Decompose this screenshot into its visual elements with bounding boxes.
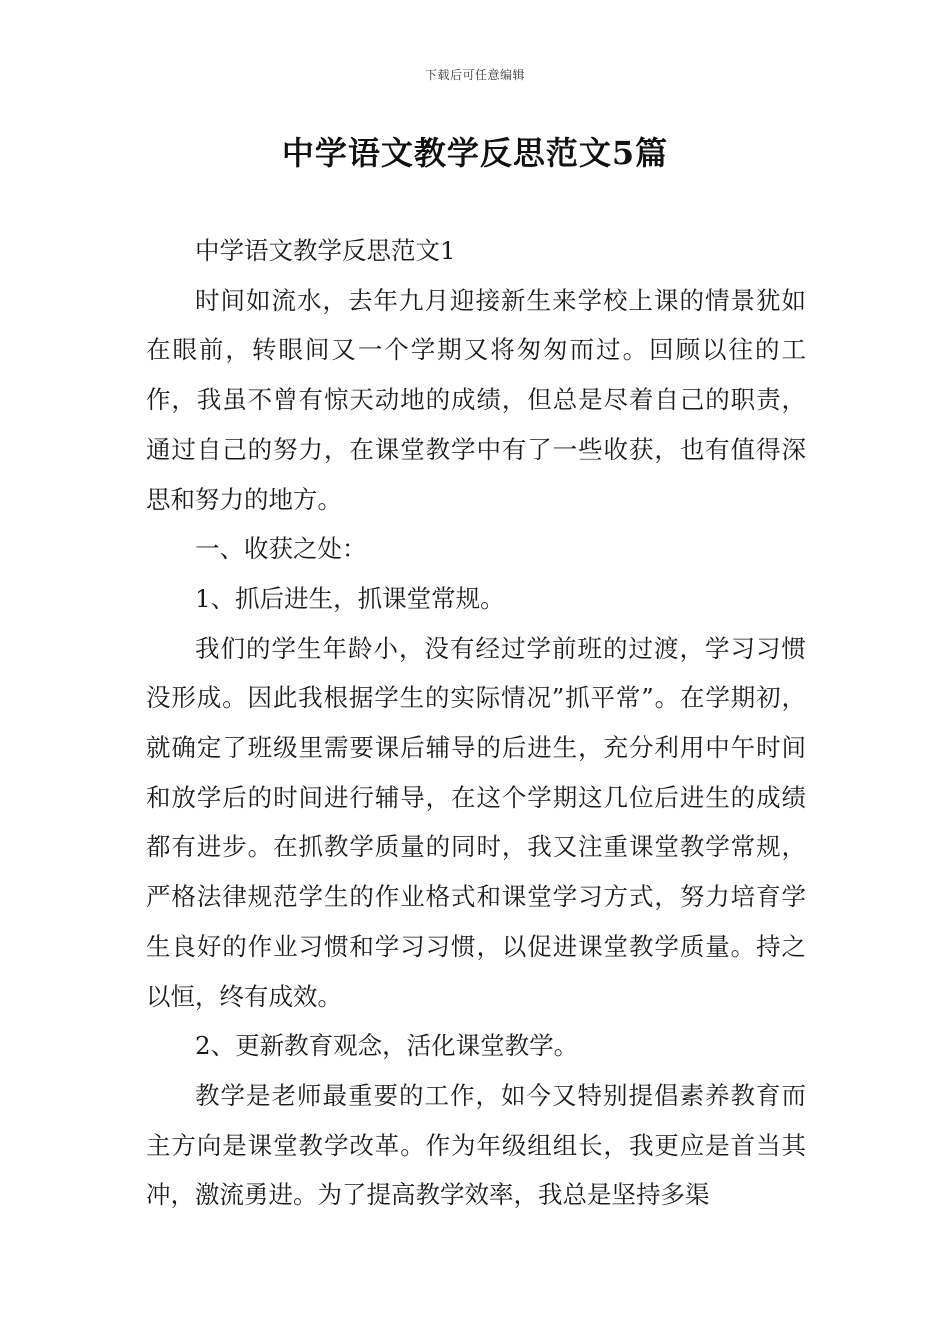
list-item-heading: 1、抓后进生，抓课堂常规。 [195, 583, 505, 613]
document-body [146, 226, 806, 1220]
subsection-heading: 一、收获之处： [195, 534, 367, 564]
paragraph: 我们的学生年龄小，没有经过学前班的过渡，学习习惯没形成。因此我根据学生的实际情况”抓平常”。在学期初，就确定了班级里需要课后辅导的后进生，充分利用中午时间和放学后的时间进行辅导，在这个学期这几位后进生的成绩都有进步。在抓教学质量的同时，我又注重课堂教学常规，严格法律规范学生的作业格式和课堂学习方式，努力培育学生良好的作业习惯和学习习惯，以促进课堂教学质量。持之以恒，终有成效。 [146, 633, 806, 1011]
section-heading: 中学语文教学反思范文1 [195, 236, 456, 265]
document-title: 中学语文教学反思范文5篇 [281, 134, 669, 172]
header-note: 下载后可任意编辑 [424, 68, 525, 82]
paragraph: 时间如流水，去年九月迎接新生来学校上课的情景犹如在眼前，转眼间又一个学期又将匆匆而过。回顾以往的工作，我虽不曾有惊天动地的成绩，但总是尽着自己的职责，通过自己的努力，在课堂教学中有了一些收获，也有值得深思和努力的地方。 [146, 285, 806, 514]
paragraph: 教学是老师最重要的工作，如今又特别提倡素养教育而主方向是课堂教学改革。作为年级组组长，我更应是首当其冲，激流勇进。为了提高教学效率，我总是坚持多渠 [146, 1080, 806, 1210]
list-item-heading: 2、更新教育观念，活化课堂教学。 [195, 1031, 579, 1061]
